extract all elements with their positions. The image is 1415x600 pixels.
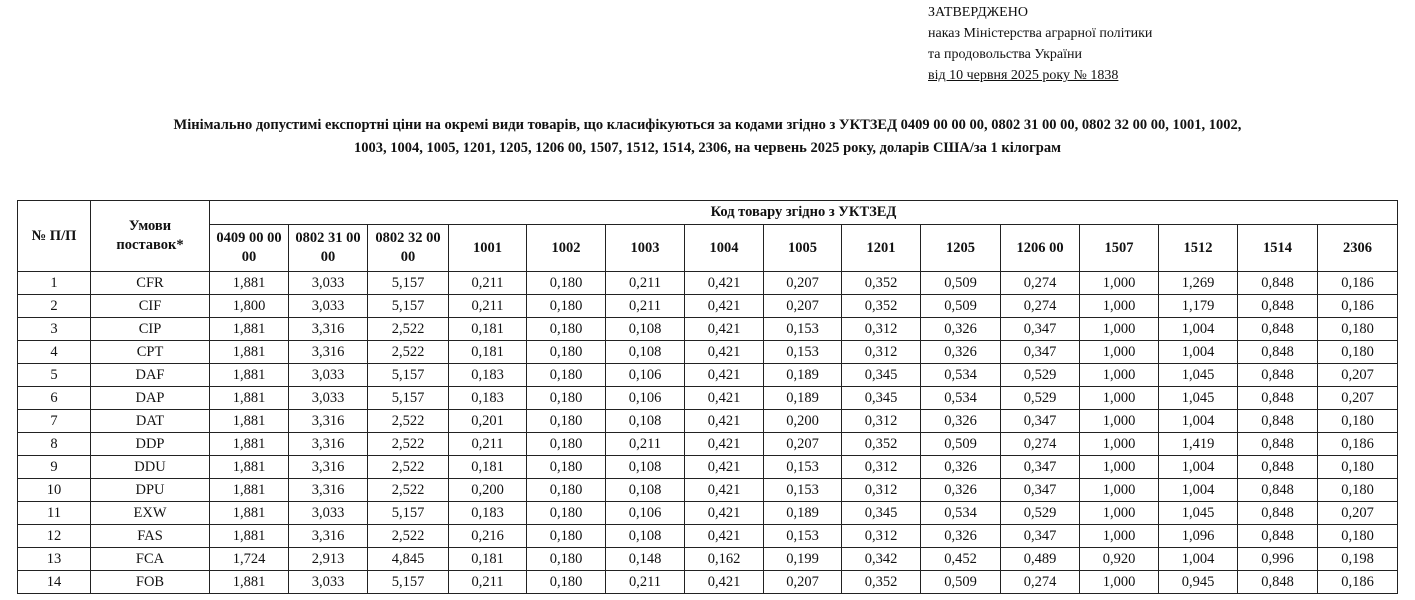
header-code-3: 1001: [449, 225, 527, 272]
table-row: [18, 364, 1398, 387]
price-cell: 0,421: [685, 318, 764, 341]
price-cell: 0,180: [1318, 410, 1398, 433]
price-cell: 1,881: [210, 410, 289, 433]
price-cell: 0,211: [449, 272, 527, 295]
table-row: [18, 479, 1398, 502]
price-cell: 0,509: [921, 272, 1001, 295]
price-cell: 0,534: [921, 387, 1001, 410]
price-cell: 0,347: [1001, 341, 1080, 364]
price-cell: 1,000: [1080, 295, 1159, 318]
price-cell: 0,207: [1318, 387, 1398, 410]
header-terms-line-2: поставок*: [116, 237, 184, 253]
table-row: [18, 387, 1398, 410]
price-cell: 0,186: [1318, 571, 1398, 594]
price-cell: 0,180: [527, 433, 606, 456]
price-cell: 1,000: [1080, 410, 1159, 433]
header-code-9: 1205: [921, 225, 1001, 272]
header-code-10: 1206 00: [1001, 225, 1080, 272]
price-cell: 0,347: [1001, 410, 1080, 433]
price-cell: 1,881: [210, 318, 289, 341]
header-code-14: 2306: [1318, 225, 1398, 272]
price-cell: 1,096: [1159, 525, 1238, 548]
price-cell: 0,186: [1318, 295, 1398, 318]
price-cell: 0,211: [606, 433, 685, 456]
price-cell: 0,186: [1318, 272, 1398, 295]
price-cell: 0,153: [764, 525, 842, 548]
price-cell: 0,421: [685, 341, 764, 364]
price-cell: 0,848: [1238, 364, 1318, 387]
price-cell: 0,312: [842, 479, 921, 502]
price-cell: 0,211: [449, 295, 527, 318]
price-cell: 1,004: [1159, 341, 1238, 364]
price-cell: 5,157: [368, 295, 449, 318]
delivery-term: CFR: [91, 272, 210, 295]
price-cell: 0,181: [449, 341, 527, 364]
table-row: [18, 571, 1398, 594]
price-cell: 0,421: [685, 456, 764, 479]
price-cell: 0,200: [764, 410, 842, 433]
price-cell: 0,180: [1318, 318, 1398, 341]
price-cell: 0,326: [921, 456, 1001, 479]
approval-heading: ЗАТВЕРДЖЕНО: [928, 5, 1028, 20]
price-cell: 3,316: [289, 410, 368, 433]
price-cell: 1,881: [210, 571, 289, 594]
price-cell: 0,180: [527, 341, 606, 364]
price-cell: 0,211: [606, 295, 685, 318]
price-cell: 1,004: [1159, 479, 1238, 502]
price-cell: 0,347: [1001, 525, 1080, 548]
price-cell: 1,179: [1159, 295, 1238, 318]
table-row: [18, 341, 1398, 364]
table-row: [18, 318, 1398, 341]
table-row: [18, 433, 1398, 456]
price-cell: 3,033: [289, 571, 368, 594]
price-cell: 1,004: [1159, 410, 1238, 433]
price-cell: 0,186: [1318, 433, 1398, 456]
price-cell: 0,848: [1238, 456, 1318, 479]
price-cell: 0,153: [764, 318, 842, 341]
price-cell: 0,181: [449, 456, 527, 479]
price-cell: 0,352: [842, 433, 921, 456]
row-number: 9: [18, 456, 91, 479]
price-cell: 0,509: [921, 433, 1001, 456]
header-code-13: 1514: [1238, 225, 1318, 272]
price-cell: 0,108: [606, 479, 685, 502]
price-cell: 0,848: [1238, 387, 1318, 410]
price-cell: 1,419: [1159, 433, 1238, 456]
row-number: 1: [18, 272, 91, 295]
price-cell: 0,848: [1238, 318, 1318, 341]
price-cell: 0,421: [685, 479, 764, 502]
price-cell: 0,180: [527, 295, 606, 318]
header-code-12: 1512: [1159, 225, 1238, 272]
price-cell: 0,996: [1238, 548, 1318, 571]
price-cell: 0,201: [449, 410, 527, 433]
price-cell: 0,153: [764, 479, 842, 502]
price-cell: 0,312: [842, 525, 921, 548]
price-cell: 0,848: [1238, 341, 1318, 364]
price-cell: 0,189: [764, 364, 842, 387]
table-row: [18, 548, 1398, 571]
price-cell: 0,312: [842, 341, 921, 364]
price-cell: 0,180: [527, 272, 606, 295]
delivery-term: FCA: [91, 548, 210, 571]
header-code-8: 1201: [842, 225, 921, 272]
price-cell: 0,509: [921, 295, 1001, 318]
price-cell: 0,207: [764, 571, 842, 594]
delivery-term: DAF: [91, 364, 210, 387]
delivery-term: EXW: [91, 502, 210, 525]
price-cell: 0,345: [842, 502, 921, 525]
delivery-term: CIF: [91, 295, 210, 318]
price-cell: 0,180: [527, 364, 606, 387]
row-number: 14: [18, 571, 91, 594]
price-cell: 0,207: [764, 295, 842, 318]
price-cell: 0,421: [685, 410, 764, 433]
price-cell: 0,207: [764, 272, 842, 295]
delivery-term: FOB: [91, 571, 210, 594]
price-cell: 1,881: [210, 364, 289, 387]
price-cell: 0,848: [1238, 433, 1318, 456]
price-cell: 2,522: [368, 433, 449, 456]
price-cell: 0,920: [1080, 548, 1159, 571]
price-cell: 1,000: [1080, 502, 1159, 525]
approval-ministry-line: та продовольства України: [928, 47, 1082, 62]
price-cell: 0,352: [842, 295, 921, 318]
price-cell: 0,106: [606, 387, 685, 410]
price-cell: 0,207: [764, 433, 842, 456]
price-cell: 1,000: [1080, 364, 1159, 387]
price-cell: 0,421: [685, 387, 764, 410]
price-cell: 0,326: [921, 479, 1001, 502]
price-cell: 0,211: [449, 433, 527, 456]
row-number: 8: [18, 433, 91, 456]
price-cell: 0,216: [449, 525, 527, 548]
price-cell: 3,316: [289, 456, 368, 479]
price-cell: 2,522: [368, 525, 449, 548]
price-cell: 0,529: [1001, 502, 1080, 525]
table-row: [18, 502, 1398, 525]
price-cell: 3,316: [289, 525, 368, 548]
price-cell: 0,183: [449, 387, 527, 410]
price-cell: 0,108: [606, 525, 685, 548]
price-cell: 0,183: [449, 502, 527, 525]
price-cell: 0,534: [921, 502, 1001, 525]
row-number: 7: [18, 410, 91, 433]
page-title: [20, 114, 1395, 160]
price-cell: 0,180: [527, 525, 606, 548]
price-cell: 0,312: [842, 456, 921, 479]
price-cell: 0,326: [921, 410, 1001, 433]
row-number: 2: [18, 295, 91, 318]
price-cell: 0,945: [1159, 571, 1238, 594]
price-cell: 1,000: [1080, 571, 1159, 594]
table-body: [18, 272, 1398, 594]
price-cell: 0,180: [527, 318, 606, 341]
row-number: 6: [18, 387, 91, 410]
delivery-term: DAT: [91, 410, 210, 433]
price-cell: 0,207: [1318, 364, 1398, 387]
price-cell: 1,045: [1159, 364, 1238, 387]
header-code-11: 1507: [1080, 225, 1159, 272]
header-terms-line-1: Умови: [128, 218, 172, 234]
price-cell: 3,033: [289, 387, 368, 410]
price-cell: 1,000: [1080, 318, 1159, 341]
price-cell: 0,345: [842, 387, 921, 410]
price-cell: 0,529: [1001, 364, 1080, 387]
price-cell: 0,312: [842, 410, 921, 433]
table-row: [18, 295, 1398, 318]
price-cell: 2,522: [368, 479, 449, 502]
header-code-group: Код товару згідно з УКТЗЕД: [210, 201, 1398, 225]
header-code-row: [18, 225, 1398, 272]
approval-block: [928, 2, 1152, 86]
title-line-1: Мінімально допустимі експортні ціни на окремі види товарів, що класифікуються за кодами згідно з УКТЗЕД 0409 00 00 00, 0802 31 00 00, 0802 32 00 00, 1001, 1002,: [173, 117, 1242, 133]
approval-order-line: наказ Міністерства аграрної політики: [928, 26, 1153, 41]
price-cell: 5,157: [368, 364, 449, 387]
price-cell: 0,848: [1238, 479, 1318, 502]
price-cell: 0,108: [606, 410, 685, 433]
price-cell: 0,181: [449, 318, 527, 341]
price-cell: 3,316: [289, 318, 368, 341]
price-cell: 1,000: [1080, 456, 1159, 479]
price-cell: 0,509: [921, 571, 1001, 594]
price-cell: 0,534: [921, 364, 1001, 387]
price-cell: 0,848: [1238, 410, 1318, 433]
price-cell: 0,189: [764, 387, 842, 410]
price-cell: 2,522: [368, 410, 449, 433]
price-cell: 3,316: [289, 341, 368, 364]
price-cell: 0,352: [842, 272, 921, 295]
row-number: 3: [18, 318, 91, 341]
price-cell: 0,326: [921, 525, 1001, 548]
price-cell: 1,000: [1080, 479, 1159, 502]
price-cell: 0,106: [606, 502, 685, 525]
price-cell: 3,033: [289, 295, 368, 318]
price-cell: 0,106: [606, 364, 685, 387]
price-cell: 0,274: [1001, 272, 1080, 295]
table-header: [18, 201, 1398, 272]
price-cell: 1,881: [210, 341, 289, 364]
price-cell: 0,274: [1001, 433, 1080, 456]
row-number: 12: [18, 525, 91, 548]
table-row: [18, 456, 1398, 479]
price-cell: 3,316: [289, 479, 368, 502]
row-number: 4: [18, 341, 91, 364]
header-delivery-terms: [91, 201, 210, 272]
price-cell: 1,881: [210, 479, 289, 502]
price-cell: 0,421: [685, 433, 764, 456]
price-cell: 0,848: [1238, 525, 1318, 548]
price-cell: 0,199: [764, 548, 842, 571]
price-cell: 0,108: [606, 456, 685, 479]
price-cell: 1,000: [1080, 433, 1159, 456]
price-cell: 5,157: [368, 272, 449, 295]
price-cell: 3,033: [289, 272, 368, 295]
price-cell: 0,180: [1318, 341, 1398, 364]
price-cell: 0,108: [606, 318, 685, 341]
price-cell: 0,189: [764, 502, 842, 525]
delivery-term: DPU: [91, 479, 210, 502]
price-cell: 5,157: [368, 502, 449, 525]
price-cell: 1,000: [1080, 525, 1159, 548]
price-cell: 0,326: [921, 318, 1001, 341]
price-cell: 0,352: [842, 571, 921, 594]
price-cell: 0,421: [685, 525, 764, 548]
price-cell: 0,274: [1001, 295, 1080, 318]
price-cell: 1,004: [1159, 318, 1238, 341]
price-cell: 0,180: [527, 548, 606, 571]
price-cell: 0,848: [1238, 272, 1318, 295]
price-cell: 0,211: [449, 571, 527, 594]
price-cell: 0,153: [764, 456, 842, 479]
price-cell: 0,181: [449, 548, 527, 571]
row-number: 11: [18, 502, 91, 525]
table-row: [18, 410, 1398, 433]
price-cell: 1,004: [1159, 456, 1238, 479]
price-cell: 3,316: [289, 433, 368, 456]
price-cell: 0,148: [606, 548, 685, 571]
price-cell: 0,180: [527, 387, 606, 410]
price-cell: 1,000: [1080, 387, 1159, 410]
delivery-term: DAP: [91, 387, 210, 410]
price-cell: 0,421: [685, 272, 764, 295]
price-cell: 5,157: [368, 387, 449, 410]
price-cell: 1,881: [210, 456, 289, 479]
price-cell: 4,845: [368, 548, 449, 571]
price-cell: 0,421: [685, 502, 764, 525]
price-cell: 0,489: [1001, 548, 1080, 571]
price-cell: 0,274: [1001, 571, 1080, 594]
delivery-term: CIP: [91, 318, 210, 341]
price-cell: 0,421: [685, 571, 764, 594]
price-cell: 0,529: [1001, 387, 1080, 410]
header-code-4: 1002: [527, 225, 606, 272]
price-cell: 2,913: [289, 548, 368, 571]
price-table: [17, 200, 1398, 594]
header-number: № П/П: [18, 201, 91, 272]
price-cell: 0,326: [921, 341, 1001, 364]
price-cell: 0,180: [527, 479, 606, 502]
delivery-term: DDP: [91, 433, 210, 456]
header-code-1: 0802 31 00 00: [289, 225, 368, 272]
price-cell: 0,180: [527, 502, 606, 525]
approval-date-line: від 10 червня 2025 року № 1838: [928, 68, 1119, 83]
price-cell: 3,033: [289, 502, 368, 525]
price-cell: 1,724: [210, 548, 289, 571]
delivery-term: DDU: [91, 456, 210, 479]
price-cell: 1,045: [1159, 387, 1238, 410]
price-cell: 0,198: [1318, 548, 1398, 571]
price-cell: 0,183: [449, 364, 527, 387]
price-cell: 0,347: [1001, 456, 1080, 479]
price-cell: 0,180: [527, 571, 606, 594]
table-row: [18, 525, 1398, 548]
price-cell: 0,108: [606, 341, 685, 364]
price-cell: 0,211: [606, 272, 685, 295]
header-code-7: 1005: [764, 225, 842, 272]
price-cell: 2,522: [368, 341, 449, 364]
price-cell: 1,881: [210, 502, 289, 525]
price-cell: 1,881: [210, 525, 289, 548]
price-cell: 0,200: [449, 479, 527, 502]
delivery-term: CPT: [91, 341, 210, 364]
price-cell: 0,180: [527, 410, 606, 433]
price-cell: 0,848: [1238, 571, 1318, 594]
table-row: [18, 272, 1398, 295]
header-code-0: 0409 00 00 00: [210, 225, 289, 272]
price-cell: 0,153: [764, 341, 842, 364]
price-cell: 3,033: [289, 364, 368, 387]
price-cell: 0,342: [842, 548, 921, 571]
price-cell: 5,157: [368, 571, 449, 594]
header-code-5: 1003: [606, 225, 685, 272]
price-cell: 0,848: [1238, 502, 1318, 525]
header-code-2: 0802 32 00 00: [368, 225, 449, 272]
row-number: 10: [18, 479, 91, 502]
price-cell: 1,004: [1159, 548, 1238, 571]
header-code-6: 1004: [685, 225, 764, 272]
price-cell: 0,180: [527, 456, 606, 479]
price-cell: 1,045: [1159, 502, 1238, 525]
delivery-term: FAS: [91, 525, 210, 548]
price-cell: 0,421: [685, 364, 764, 387]
price-cell: 1,800: [210, 295, 289, 318]
price-cell: 0,347: [1001, 479, 1080, 502]
price-cell: 0,162: [685, 548, 764, 571]
price-cell: 0,211: [606, 571, 685, 594]
price-cell: 0,347: [1001, 318, 1080, 341]
price-cell: 0,180: [1318, 525, 1398, 548]
price-cell: 1,881: [210, 272, 289, 295]
price-cell: 0,207: [1318, 502, 1398, 525]
price-cell: 0,180: [1318, 456, 1398, 479]
price-cell: 2,522: [368, 456, 449, 479]
price-cell: 1,000: [1080, 272, 1159, 295]
row-number: 5: [18, 364, 91, 387]
price-cell: 0,180: [1318, 479, 1398, 502]
price-cell: 0,848: [1238, 295, 1318, 318]
price-cell: 1,269: [1159, 272, 1238, 295]
price-cell: 0,452: [921, 548, 1001, 571]
price-cell: 1,000: [1080, 341, 1159, 364]
price-cell: 1,881: [210, 433, 289, 456]
price-cell: 0,421: [685, 295, 764, 318]
price-cell: 0,345: [842, 364, 921, 387]
title-line-2: 1003, 1004, 1005, 1201, 1205, 1206 00, 1507, 1512, 1514, 2306, на червень 2025 року, доларів США/за 1 кілограм: [354, 140, 1061, 156]
price-cell: 2,522: [368, 318, 449, 341]
price-cell: 0,312: [842, 318, 921, 341]
price-cell: 1,881: [210, 387, 289, 410]
row-number: 13: [18, 548, 91, 571]
